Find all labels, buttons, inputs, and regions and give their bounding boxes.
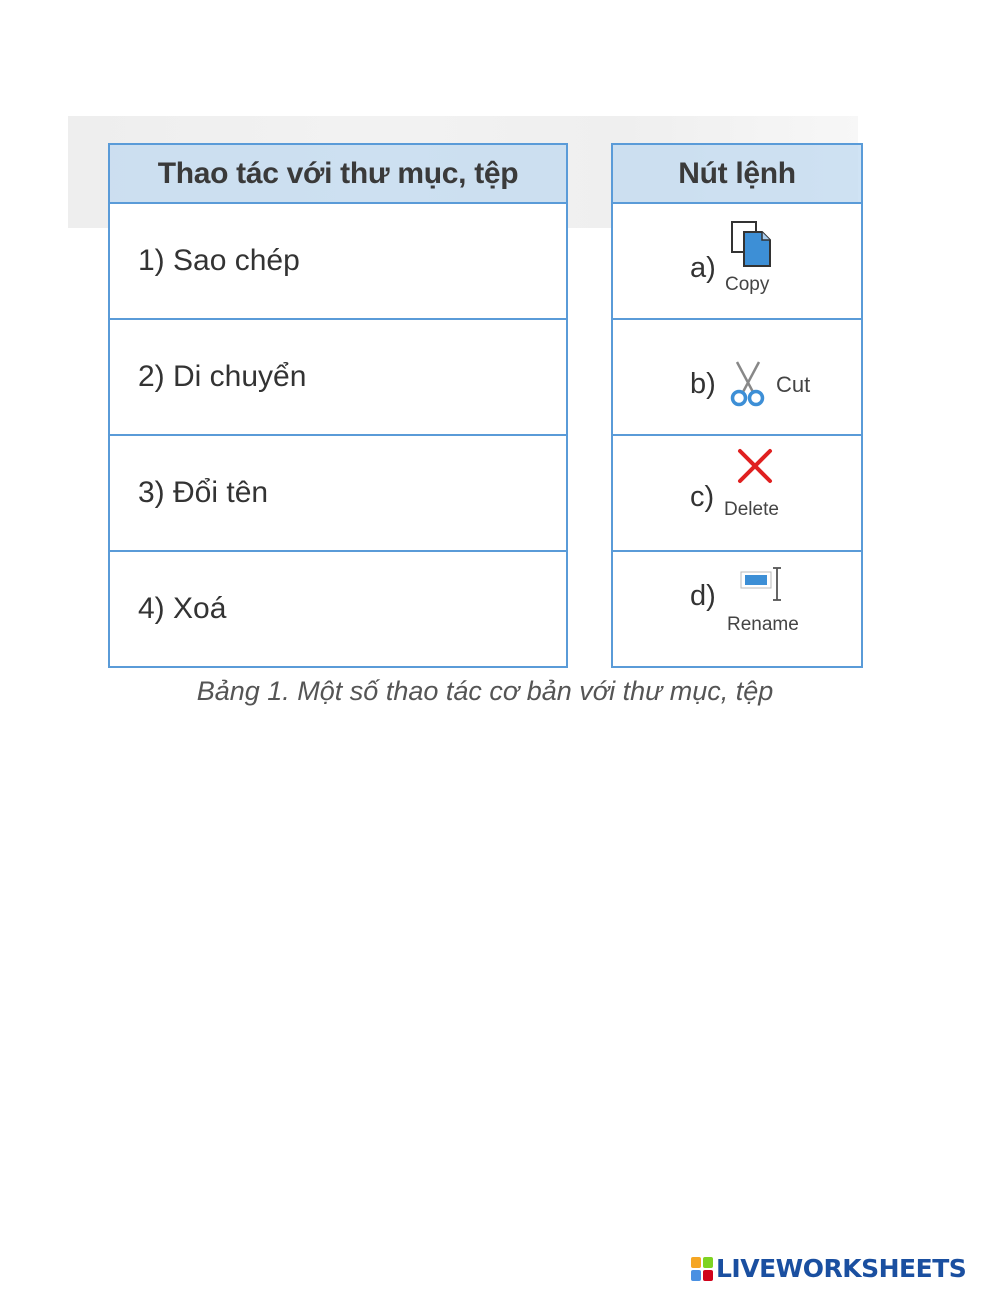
liveworksheets-brand[interactable]	[691, 1254, 966, 1283]
delete-x-icon	[737, 448, 773, 489]
command-caption-delete: Delete	[724, 499, 779, 520]
brand-name: LIVEWORKSHEETS	[716, 1254, 967, 1283]
table-row	[110, 552, 566, 666]
table-row	[110, 436, 566, 552]
operation-copy: 1) Sao chép	[138, 244, 300, 277]
table-row	[110, 320, 566, 436]
command-letter-a: a)	[690, 252, 716, 284]
table-row	[110, 204, 566, 320]
table-row	[613, 204, 861, 320]
scissors-icon	[729, 360, 767, 413]
command-caption-rename: Rename	[727, 614, 799, 635]
command-caption-copy: Copy	[725, 274, 770, 295]
operation-move: 2) Di chuyển	[138, 360, 307, 393]
logo-square-2	[703, 1257, 713, 1268]
logo-square-4	[703, 1270, 713, 1281]
table-caption: Bảng 1. Một số thao tác cơ bản với thư mục, tệp	[196, 676, 774, 706]
rename-icon	[740, 564, 786, 609]
operation-rename: 3) Đổi tên	[138, 476, 269, 509]
operations-header: Thao tác với thư mục, tệp	[110, 145, 566, 204]
commands-header: Nút lệnh	[613, 145, 861, 204]
operation-delete: 4) Xoá	[138, 592, 227, 625]
copy-icon	[730, 220, 776, 273]
logo-square-1	[691, 1257, 701, 1268]
table-row	[613, 436, 861, 552]
table-row	[613, 552, 861, 666]
table-row	[613, 320, 861, 436]
command-letter-b: b)	[690, 368, 716, 400]
command-letter-c: c)	[690, 481, 715, 513]
operations-table	[108, 143, 568, 668]
command-caption-cut: Cut	[776, 372, 811, 397]
commands-table	[611, 143, 863, 668]
liveworksheets-logo-icon	[691, 1257, 713, 1281]
logo-square-3	[691, 1270, 701, 1281]
command-letter-d: d)	[690, 580, 716, 612]
